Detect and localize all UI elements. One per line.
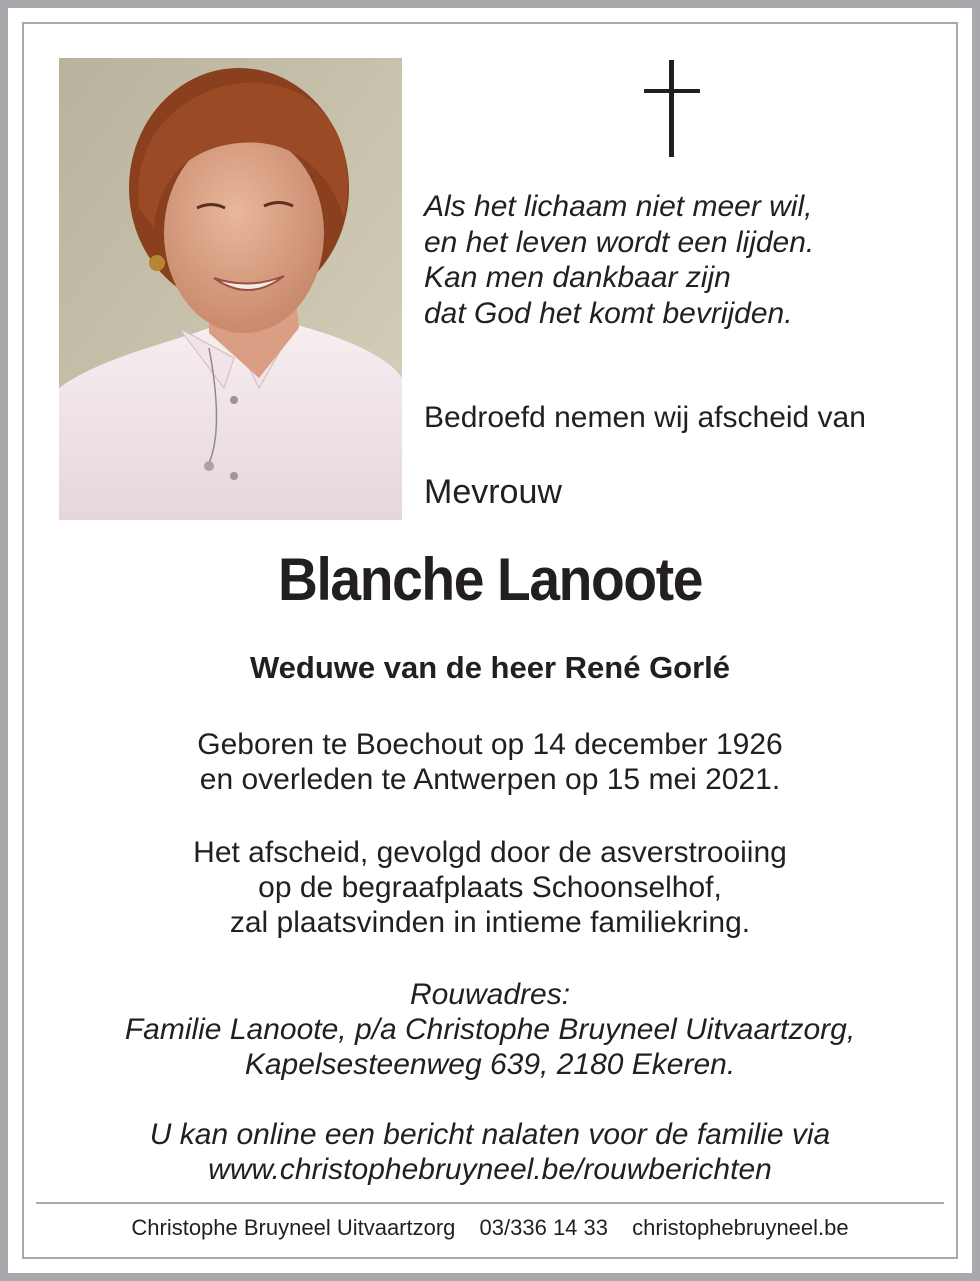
- footer-phone: 03/336 14 33: [479, 1215, 609, 1240]
- deceased-name: Blanche Lanoote: [277, 546, 703, 613]
- online-text: U kan online een bericht nalaten voor de familie via: [149, 1118, 831, 1151]
- address-heading: Rouwadres:: [409, 978, 571, 1011]
- ceremony-line: Het afscheid, gevolgd door de asverstrooiing: [193, 836, 787, 869]
- life-dates: [0, 727, 980, 797]
- footer-website[interactable]: christophebruyneel.be: [632, 1215, 849, 1240]
- poem-line: Als het lichaam niet meer wil,: [424, 190, 813, 223]
- widow-line: Weduwe van de heer René Gorlé: [249, 650, 731, 685]
- poem-line: Kan men dankbaar zijn: [424, 261, 731, 294]
- poem-line: dat God het komt bevrijden.: [424, 296, 793, 330]
- ceremony-info: [0, 835, 980, 940]
- mourning-address: [0, 977, 980, 1082]
- birth-line: Geboren te Boechout op 14 december 1926: [197, 728, 783, 761]
- ceremony-line: zal plaatsvinden in intieme familiekring.: [229, 906, 751, 939]
- portrait-photo: [59, 58, 402, 520]
- death-line: en overleden te Antwerpen op 15 mei 2021.: [199, 763, 781, 796]
- footer: [0, 1215, 980, 1241]
- condolence-link[interactable]: www.christophebruyneel.be/rouwberichten: [208, 1153, 772, 1186]
- address-line: Familie Lanoote, p/a Christophe Bruyneel Uitvaartzorg,: [124, 1013, 856, 1046]
- online-condolence: [0, 1117, 980, 1187]
- latin-cross-icon: [642, 60, 702, 160]
- poem-line: en het leven wordt een lijden.: [424, 225, 815, 259]
- footer-company: Christophe Bruyneel Uitvaartzorg: [131, 1215, 456, 1240]
- poem: [424, 189, 944, 331]
- footer-divider: [36, 1202, 944, 1204]
- address-line: Kapelsesteenweg 639, 2180 Ekeren.: [244, 1048, 736, 1081]
- ceremony-line: op de begraafplaats Schoonselhof,: [258, 871, 722, 904]
- intro-text: Bedroefd nemen wij afscheid van: [424, 401, 866, 434]
- salutation: Mevrouw: [424, 473, 562, 511]
